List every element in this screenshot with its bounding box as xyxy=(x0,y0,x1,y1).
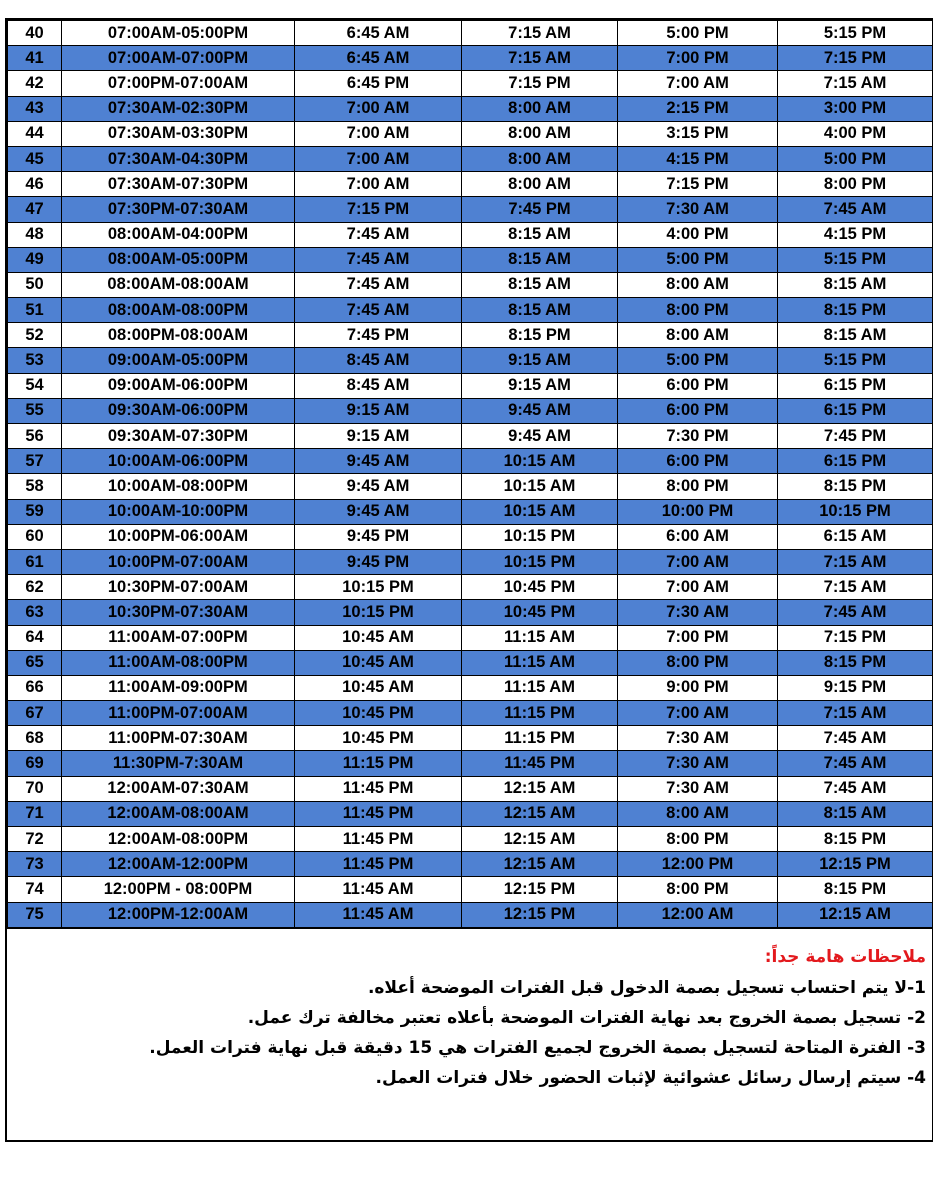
table-row xyxy=(8,121,933,146)
check-out-from-cell: 7:30 AM xyxy=(618,600,778,625)
shift-period-cell: 10:00PM-07:00AM xyxy=(62,549,295,574)
check-in-to-cell: 12:15 PM xyxy=(462,877,618,902)
check-in-from-cell: 6:45 PM xyxy=(295,71,462,96)
check-out-from-cell: 9:00 PM xyxy=(618,675,778,700)
check-out-to-cell: 5:15 PM xyxy=(778,21,933,46)
check-in-to-cell: 7:15 AM xyxy=(462,21,618,46)
table-row xyxy=(8,801,933,826)
check-out-from-cell: 8:00 PM xyxy=(618,474,778,499)
check-out-to-cell: 10:15 PM xyxy=(778,499,933,524)
note-item-4: 4- سيتم إرسال رسائل عشوائية لإثبات الحضور خلال فترات العمل. xyxy=(375,1067,926,1088)
check-in-to-cell: 8:15 PM xyxy=(462,323,618,348)
table-row xyxy=(8,398,933,423)
check-out-to-cell: 12:15 AM xyxy=(778,902,933,927)
check-in-to-cell: 8:15 AM xyxy=(462,298,618,323)
check-in-from-cell: 11:15 PM xyxy=(295,751,462,776)
shift-period-cell: 10:00AM-06:00PM xyxy=(62,449,295,474)
check-in-from-cell: 7:45 AM xyxy=(295,298,462,323)
check-out-to-cell: 4:00 PM xyxy=(778,121,933,146)
shift-period-cell: 07:30PM-07:30AM xyxy=(62,197,295,222)
row-number-cell: 62 xyxy=(8,575,62,600)
check-in-from-cell: 11:45 PM xyxy=(295,801,462,826)
check-out-from-cell: 8:00 PM xyxy=(618,877,778,902)
check-out-to-cell: 8:15 PM xyxy=(778,877,933,902)
check-out-from-cell: 7:30 AM xyxy=(618,197,778,222)
check-in-from-cell: 7:00 AM xyxy=(295,146,462,171)
check-in-to-cell: 11:15 AM xyxy=(462,650,618,675)
check-in-from-cell: 7:00 AM xyxy=(295,121,462,146)
check-in-to-cell: 12:15 AM xyxy=(462,852,618,877)
check-in-to-cell: 11:15 AM xyxy=(462,675,618,700)
row-number-cell: 68 xyxy=(8,726,62,751)
check-in-from-cell: 6:45 AM xyxy=(295,46,462,71)
shift-period-cell: 11:30PM-7:30AM xyxy=(62,751,295,776)
check-out-from-cell: 8:00 PM xyxy=(618,650,778,675)
check-out-to-cell: 5:15 PM xyxy=(778,348,933,373)
row-number-cell: 73 xyxy=(8,852,62,877)
check-in-to-cell: 10:15 PM xyxy=(462,524,618,549)
table-row xyxy=(8,877,933,902)
check-out-from-cell: 7:30 AM xyxy=(618,776,778,801)
shift-period-cell: 12:00AM-08:00AM xyxy=(62,801,295,826)
check-out-from-cell: 7:15 PM xyxy=(618,172,778,197)
shift-period-cell: 07:30AM-04:30PM xyxy=(62,146,295,171)
check-in-to-cell: 8:00 AM xyxy=(462,96,618,121)
row-number-cell: 52 xyxy=(8,323,62,348)
shift-period-cell: 11:00AM-09:00PM xyxy=(62,675,295,700)
table-row xyxy=(8,852,933,877)
check-out-to-cell: 7:45 AM xyxy=(778,197,933,222)
shift-period-cell: 07:30AM-07:30PM xyxy=(62,172,295,197)
check-out-to-cell: 8:15 AM xyxy=(778,323,933,348)
check-out-from-cell: 4:00 PM xyxy=(618,222,778,247)
check-in-to-cell: 9:45 AM xyxy=(462,424,618,449)
check-in-from-cell: 9:45 AM xyxy=(295,449,462,474)
table-row xyxy=(8,600,933,625)
check-in-to-cell: 10:45 PM xyxy=(462,575,618,600)
table-row xyxy=(8,373,933,398)
check-in-to-cell: 8:15 AM xyxy=(462,272,618,297)
check-out-to-cell: 4:15 PM xyxy=(778,222,933,247)
table-row xyxy=(8,575,933,600)
table-row xyxy=(8,776,933,801)
check-in-from-cell: 10:45 PM xyxy=(295,726,462,751)
check-in-to-cell: 11:45 PM xyxy=(462,751,618,776)
check-in-from-cell: 7:45 AM xyxy=(295,247,462,272)
check-in-to-cell: 9:45 AM xyxy=(462,398,618,423)
row-number-cell: 44 xyxy=(8,121,62,146)
table-row xyxy=(8,751,933,776)
shift-schedule-sheet xyxy=(5,18,933,1142)
check-in-from-cell: 9:45 PM xyxy=(295,549,462,574)
check-out-to-cell: 3:00 PM xyxy=(778,96,933,121)
check-in-from-cell: 9:45 AM xyxy=(295,474,462,499)
row-number-cell: 65 xyxy=(8,650,62,675)
row-number-cell: 59 xyxy=(8,499,62,524)
shift-period-cell: 08:00PM-08:00AM xyxy=(62,323,295,348)
row-number-cell: 54 xyxy=(8,373,62,398)
check-in-from-cell: 10:45 PM xyxy=(295,701,462,726)
shift-period-cell: 12:00AM-08:00PM xyxy=(62,827,295,852)
row-number-cell: 75 xyxy=(8,902,62,927)
row-number-cell: 40 xyxy=(8,21,62,46)
shift-period-cell: 07:00PM-07:00AM xyxy=(62,71,295,96)
check-in-to-cell: 8:00 AM xyxy=(462,172,618,197)
check-out-to-cell: 6:15 PM xyxy=(778,398,933,423)
check-out-to-cell: 5:00 PM xyxy=(778,146,933,171)
check-out-from-cell: 8:00 AM xyxy=(618,272,778,297)
check-out-from-cell: 6:00 AM xyxy=(618,524,778,549)
check-in-to-cell: 10:45 PM xyxy=(462,600,618,625)
check-out-to-cell: 7:15 AM xyxy=(778,701,933,726)
check-out-from-cell: 8:00 AM xyxy=(618,323,778,348)
shift-period-cell: 07:30AM-03:30PM xyxy=(62,121,295,146)
check-out-to-cell: 7:45 AM xyxy=(778,726,933,751)
check-out-from-cell: 5:00 PM xyxy=(618,21,778,46)
table-row xyxy=(8,650,933,675)
check-out-to-cell: 7:45 AM xyxy=(778,776,933,801)
table-row xyxy=(8,323,933,348)
check-out-to-cell: 7:45 PM xyxy=(778,424,933,449)
shift-period-cell: 07:30AM-02:30PM xyxy=(62,96,295,121)
note-item-1: 1-لا يتم احتساب تسجيل بصمة الدخول قبل الفترات الموضحة أعلاه. xyxy=(367,977,926,998)
table-row xyxy=(8,524,933,549)
check-out-to-cell: 6:15 AM xyxy=(778,524,933,549)
check-out-to-cell: 12:15 PM xyxy=(778,852,933,877)
row-number-cell: 43 xyxy=(8,96,62,121)
table-row xyxy=(8,726,933,751)
check-in-from-cell: 10:45 AM xyxy=(295,625,462,650)
shift-period-cell: 12:00AM-12:00PM xyxy=(62,852,295,877)
shift-period-cell: 10:30PM-07:00AM xyxy=(62,575,295,600)
table-row xyxy=(8,424,933,449)
check-out-to-cell: 8:15 AM xyxy=(778,801,933,826)
row-number-cell: 49 xyxy=(8,247,62,272)
check-in-to-cell: 11:15 PM xyxy=(462,726,618,751)
check-out-from-cell: 6:00 PM xyxy=(618,373,778,398)
row-number-cell: 42 xyxy=(8,71,62,96)
shift-period-cell: 11:00PM-07:00AM xyxy=(62,701,295,726)
shift-period-cell: 12:00AM-07:30AM xyxy=(62,776,295,801)
check-in-from-cell: 11:45 AM xyxy=(295,877,462,902)
check-out-from-cell: 7:00 AM xyxy=(618,71,778,96)
check-in-from-cell: 10:15 PM xyxy=(295,600,462,625)
check-out-from-cell: 12:00 AM xyxy=(618,902,778,927)
shift-period-cell: 11:00AM-08:00PM xyxy=(62,650,295,675)
row-number-cell: 70 xyxy=(8,776,62,801)
check-in-from-cell: 10:45 AM xyxy=(295,675,462,700)
row-number-cell: 53 xyxy=(8,348,62,373)
table-row xyxy=(8,197,933,222)
check-out-to-cell: 7:15 PM xyxy=(778,625,933,650)
note-item-3: 3- الفترة المتاحة لتسجيل بصمة الخروج لجميع الفترات هي 15 دقيقة قبل نهاية فترات العمل. xyxy=(149,1037,926,1058)
table-row xyxy=(8,701,933,726)
check-out-from-cell: 7:00 PM xyxy=(618,625,778,650)
row-number-cell: 69 xyxy=(8,751,62,776)
table-row xyxy=(8,172,933,197)
check-out-from-cell: 7:00 PM xyxy=(618,46,778,71)
check-out-to-cell: 9:15 PM xyxy=(778,675,933,700)
shift-period-cell: 09:30AM-06:00PM xyxy=(62,398,295,423)
check-out-to-cell: 7:15 AM xyxy=(778,71,933,96)
check-in-from-cell: 7:45 AM xyxy=(295,272,462,297)
table-row xyxy=(8,827,933,852)
shift-period-cell: 11:00AM-07:00PM xyxy=(62,625,295,650)
check-out-to-cell: 8:00 PM xyxy=(778,172,933,197)
check-out-to-cell: 7:45 AM xyxy=(778,751,933,776)
shift-period-cell: 11:00PM-07:30AM xyxy=(62,726,295,751)
check-out-from-cell: 10:00 PM xyxy=(618,499,778,524)
check-in-to-cell: 12:15 AM xyxy=(462,801,618,826)
row-number-cell: 47 xyxy=(8,197,62,222)
shift-period-cell: 08:00AM-05:00PM xyxy=(62,247,295,272)
shift-period-cell: 10:00PM-06:00AM xyxy=(62,524,295,549)
table-row xyxy=(8,499,933,524)
table-row xyxy=(8,71,933,96)
table-row xyxy=(8,46,933,71)
row-number-cell: 48 xyxy=(8,222,62,247)
check-out-to-cell: 7:15 AM xyxy=(778,549,933,574)
check-in-to-cell: 7:45 PM xyxy=(462,197,618,222)
check-in-to-cell: 11:15 AM xyxy=(462,625,618,650)
check-out-from-cell: 8:00 AM xyxy=(618,801,778,826)
check-in-from-cell: 10:45 AM xyxy=(295,650,462,675)
check-in-to-cell: 8:00 AM xyxy=(462,121,618,146)
check-in-from-cell: 11:45 PM xyxy=(295,776,462,801)
table-row xyxy=(8,549,933,574)
table-row xyxy=(8,222,933,247)
table-row xyxy=(8,146,933,171)
table-row xyxy=(8,21,933,46)
shift-period-cell: 08:00AM-04:00PM xyxy=(62,222,295,247)
row-number-cell: 71 xyxy=(8,801,62,826)
check-in-from-cell: 9:15 AM xyxy=(295,424,462,449)
check-in-from-cell: 11:45 PM xyxy=(295,852,462,877)
check-out-from-cell: 7:00 AM xyxy=(618,549,778,574)
row-number-cell: 60 xyxy=(8,524,62,549)
check-out-from-cell: 7:30 AM xyxy=(618,726,778,751)
check-in-from-cell: 11:45 PM xyxy=(295,827,462,852)
shift-period-cell: 08:00AM-08:00PM xyxy=(62,298,295,323)
check-in-from-cell: 8:45 AM xyxy=(295,348,462,373)
row-number-cell: 45 xyxy=(8,146,62,171)
table-row xyxy=(8,902,933,927)
table-row xyxy=(8,247,933,272)
check-in-to-cell: 11:15 PM xyxy=(462,701,618,726)
notes-title: ملاحظات هامة جداً: xyxy=(764,946,926,967)
check-out-from-cell: 6:00 PM xyxy=(618,398,778,423)
check-out-to-cell: 7:15 PM xyxy=(778,46,933,71)
check-in-from-cell: 9:15 AM xyxy=(295,398,462,423)
check-in-from-cell: 7:45 PM xyxy=(295,323,462,348)
row-number-cell: 55 xyxy=(8,398,62,423)
check-out-to-cell: 7:15 AM xyxy=(778,575,933,600)
check-out-to-cell: 6:15 PM xyxy=(778,373,933,398)
check-in-to-cell: 9:15 AM xyxy=(462,373,618,398)
check-in-from-cell: 7:00 AM xyxy=(295,172,462,197)
check-in-to-cell: 7:15 AM xyxy=(462,46,618,71)
row-number-cell: 51 xyxy=(8,298,62,323)
check-out-from-cell: 7:00 AM xyxy=(618,701,778,726)
check-in-from-cell: 10:15 PM xyxy=(295,575,462,600)
check-out-from-cell: 8:00 PM xyxy=(618,298,778,323)
notes-section xyxy=(7,928,932,1140)
check-in-to-cell: 10:15 PM xyxy=(462,549,618,574)
table-row xyxy=(8,474,933,499)
row-number-cell: 63 xyxy=(8,600,62,625)
row-number-cell: 41 xyxy=(8,46,62,71)
shift-period-cell: 10:00AM-10:00PM xyxy=(62,499,295,524)
check-out-to-cell: 7:45 AM xyxy=(778,600,933,625)
check-in-from-cell: 7:45 AM xyxy=(295,222,462,247)
shift-table xyxy=(7,20,933,928)
check-in-to-cell: 12:15 PM xyxy=(462,902,618,927)
row-number-cell: 61 xyxy=(8,549,62,574)
check-in-from-cell: 7:15 PM xyxy=(295,197,462,222)
check-out-from-cell: 6:00 PM xyxy=(618,449,778,474)
check-out-from-cell: 2:15 PM xyxy=(618,96,778,121)
row-number-cell: 50 xyxy=(8,272,62,297)
shift-period-cell: 12:00PM-12:00AM xyxy=(62,902,295,927)
check-out-from-cell: 7:30 AM xyxy=(618,751,778,776)
shift-table-body xyxy=(8,21,933,928)
shift-period-cell: 09:00AM-06:00PM xyxy=(62,373,295,398)
check-out-to-cell: 8:15 AM xyxy=(778,272,933,297)
table-row xyxy=(8,96,933,121)
check-in-from-cell: 6:45 AM xyxy=(295,21,462,46)
check-out-from-cell: 7:00 AM xyxy=(618,575,778,600)
row-number-cell: 67 xyxy=(8,701,62,726)
check-out-from-cell: 12:00 PM xyxy=(618,852,778,877)
table-row xyxy=(8,272,933,297)
shift-period-cell: 07:00AM-07:00PM xyxy=(62,46,295,71)
check-in-to-cell: 10:15 AM xyxy=(462,499,618,524)
check-in-to-cell: 8:15 AM xyxy=(462,222,618,247)
check-out-from-cell: 5:00 PM xyxy=(618,348,778,373)
check-in-to-cell: 8:00 AM xyxy=(462,146,618,171)
check-out-to-cell: 8:15 PM xyxy=(778,298,933,323)
check-in-to-cell: 7:15 PM xyxy=(462,71,618,96)
check-out-from-cell: 7:30 PM xyxy=(618,424,778,449)
row-number-cell: 57 xyxy=(8,449,62,474)
check-out-to-cell: 8:15 PM xyxy=(778,650,933,675)
check-out-from-cell: 3:15 PM xyxy=(618,121,778,146)
table-row xyxy=(8,449,933,474)
shift-period-cell: 07:00AM-05:00PM xyxy=(62,21,295,46)
table-row xyxy=(8,298,933,323)
row-number-cell: 58 xyxy=(8,474,62,499)
table-row xyxy=(8,625,933,650)
check-out-from-cell: 4:15 PM xyxy=(618,146,778,171)
check-out-to-cell: 8:15 PM xyxy=(778,827,933,852)
table-row xyxy=(8,348,933,373)
row-number-cell: 56 xyxy=(8,424,62,449)
check-in-to-cell: 10:15 AM xyxy=(462,449,618,474)
row-number-cell: 64 xyxy=(8,625,62,650)
check-out-from-cell: 5:00 PM xyxy=(618,247,778,272)
table-row xyxy=(8,675,933,700)
check-in-from-cell: 9:45 AM xyxy=(295,499,462,524)
check-out-to-cell: 8:15 PM xyxy=(778,474,933,499)
shift-period-cell: 09:00AM-05:00PM xyxy=(62,348,295,373)
check-in-to-cell: 12:15 AM xyxy=(462,776,618,801)
check-in-to-cell: 10:15 AM xyxy=(462,474,618,499)
check-in-from-cell: 8:45 AM xyxy=(295,373,462,398)
check-in-to-cell: 8:15 AM xyxy=(462,247,618,272)
check-in-to-cell: 9:15 AM xyxy=(462,348,618,373)
row-number-cell: 74 xyxy=(8,877,62,902)
shift-period-cell: 10:30PM-07:30AM xyxy=(62,600,295,625)
check-in-from-cell: 11:45 AM xyxy=(295,902,462,927)
row-number-cell: 66 xyxy=(8,675,62,700)
shift-period-cell: 10:00AM-08:00PM xyxy=(62,474,295,499)
shift-period-cell: 08:00AM-08:00AM xyxy=(62,272,295,297)
row-number-cell: 46 xyxy=(8,172,62,197)
check-in-from-cell: 7:00 AM xyxy=(295,96,462,121)
check-out-to-cell: 6:15 PM xyxy=(778,449,933,474)
check-out-from-cell: 8:00 PM xyxy=(618,827,778,852)
check-in-to-cell: 12:15 AM xyxy=(462,827,618,852)
note-item-2: 2- تسجيل بصمة الخروج بعد نهاية الفترات الموضحة بأعلاه تعتبر مخالفة ترك عمل. xyxy=(247,1007,926,1028)
check-out-to-cell: 5:15 PM xyxy=(778,247,933,272)
check-in-from-cell: 9:45 PM xyxy=(295,524,462,549)
shift-period-cell: 09:30AM-07:30PM xyxy=(62,424,295,449)
row-number-cell: 72 xyxy=(8,827,62,852)
shift-period-cell: 12:00PM - 08:00PM xyxy=(62,877,295,902)
